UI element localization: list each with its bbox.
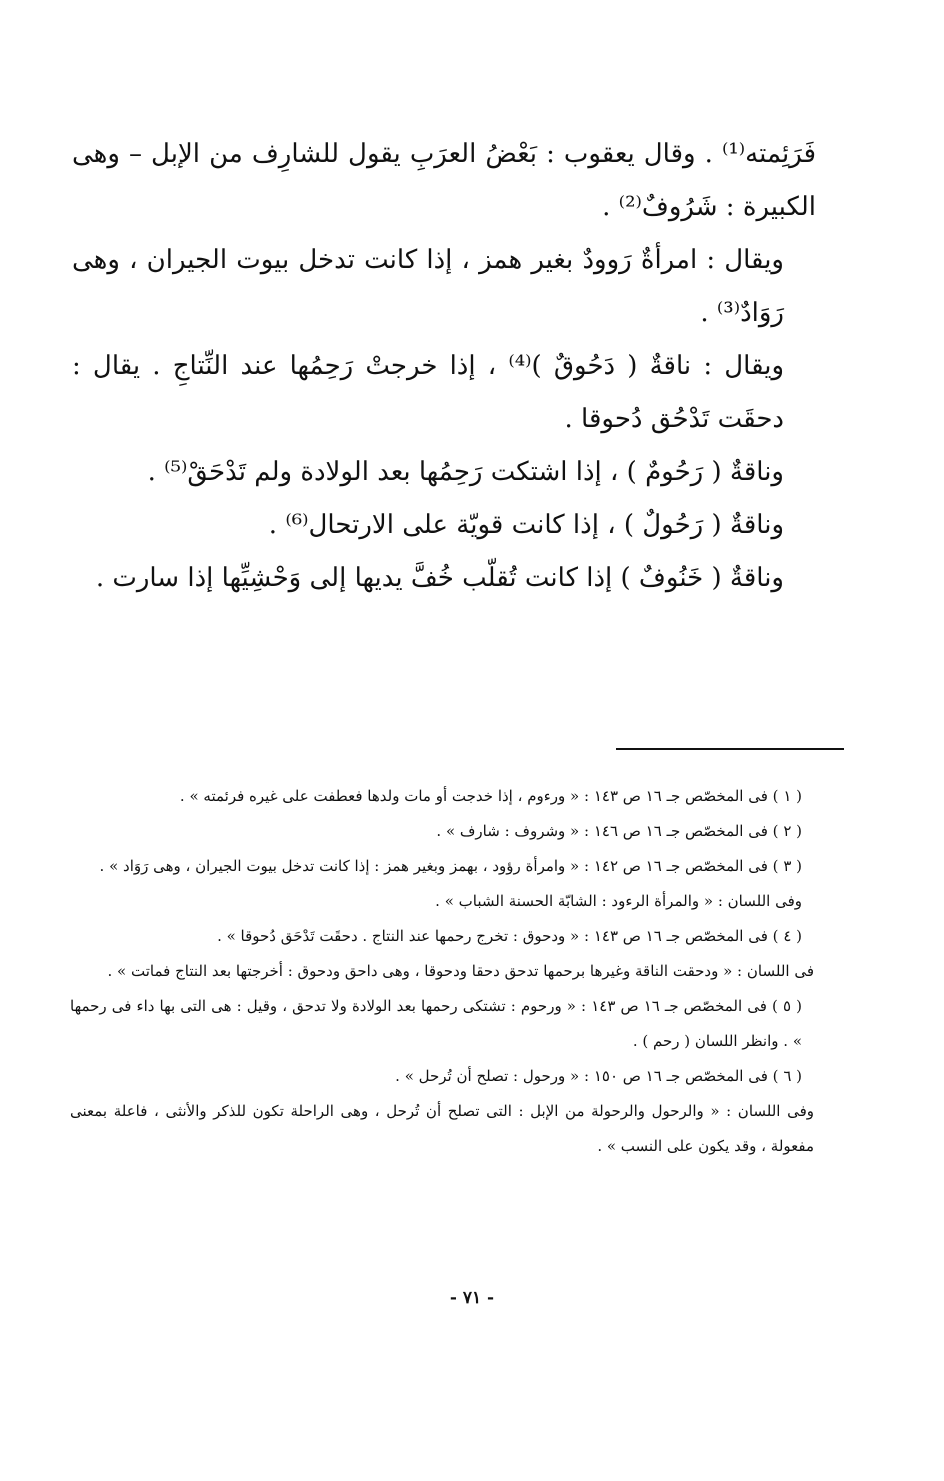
footnote-3: ( ٣ ) فى المخصّص جـ ١٦ ص ١٤٢ : « وامرأة رؤود ، بهمز وبغير همز : إذا كانت تدخل بيوت الجيران ، وهى رَوَاد » . — [99, 857, 802, 875]
footnote-2: ( ٢ ) فى المخصّص جـ ١٦ ص ١٤٦ : « وشروف : شارف » . — [436, 822, 802, 840]
footnote-6: ( ٦ ) فى المخصّص جـ ١٦ ص ١٥٠ : « ورحول : تصلح أن تُرحل » . — [395, 1067, 802, 1085]
footnote-5: ( ٥ ) فى المخصّص جـ ١٦ ص ١٤٣ : « ورحوم : تشتكى رحمها بعد الولادة ولا تدحق ، وقيل : هى التى بها داء فى رحمها » . وانظر اللسان ( رحم ) . — [70, 997, 802, 1050]
paragraph-5: وناقةٌ ( رَحُولٌ ) ، إذا كانت قويّة على الارتحال⁽⁶⁾ . — [268, 510, 784, 540]
paragraph-4: وناقةٌ ( رَحُومٌ ) ، إذا اشتكت رَحِمُها بعد الولادة ولم تَدْحَقْ⁽⁵⁾ . — [147, 457, 784, 487]
footnote-separator — [616, 748, 844, 750]
page-number: - ٧١ - — [449, 1288, 495, 1308]
footnotes — [70, 779, 814, 1164]
footnote-6-lisan: وفى اللسان : « والرحول والرحولة من الإبل : التى تصلح أن تُرحل ، وهى الراحلة تكون للذكر والأنثى ، فاعلة بمعنى مفعولة ، وقد يكون على النسب » . — [70, 1102, 814, 1155]
main-text — [72, 128, 816, 605]
footnote-4-lisan: فى اللسان : « ودحقت الناقة وغيرها برحمها تدحق دحقا ودحوقا ، وهى داحق ودحوق : أخرجتها بعد النتاج فماتت » . — [107, 962, 814, 980]
footnote-4: ( ٤ ) فى المخصّص جـ ١٦ ص ١٤٣ : « ودحوق : تخرج رحمها عند النتاج . دحقَت تَدْحَق دُحوقا » . — [217, 927, 802, 945]
paragraph-3: ويقال : ناقةٌ ( دَحُوقٌ )⁽⁴⁾ ، إذا خرجتْ رَحِمُها عند النِّتاجِ . يقال : دحقَت تَدْحُق دُحوقا . — [72, 351, 785, 434]
footnote-1: ( ١ ) فى المخصّص جـ ١٦ ص ١٤٣ : « ورءوم ، إذا خدجت أو مات ولدها فعطفت على غيره فرئمته » . — [179, 787, 802, 805]
paragraph-2: ويقال : امرأةٌ رَوودٌ بغير همز ، إذا كانت تدخل بيوت الجيران ، وهى رَوَادٌ⁽³⁾ . — [72, 245, 784, 328]
paragraph-6: وناقةٌ ( خَنُوفٌ ) إذا كانت تُقلّب خُفَّ يديها إلى وَحْشِيِّها إذا سارت . — [95, 563, 784, 593]
paragraph-1: فَرَئِمته⁽¹⁾ . وقال يعقوب : بَعْضُ العرَبِ يقول للشارِف من الإبل – وهى الكبيرة : شَرُوفٌ⁽²⁾ . — [72, 139, 816, 222]
footnote-3-lisan: وفى اللسان : « والمرأة الرءود : الشابّة الحسنة الشباب » . — [435, 892, 802, 910]
